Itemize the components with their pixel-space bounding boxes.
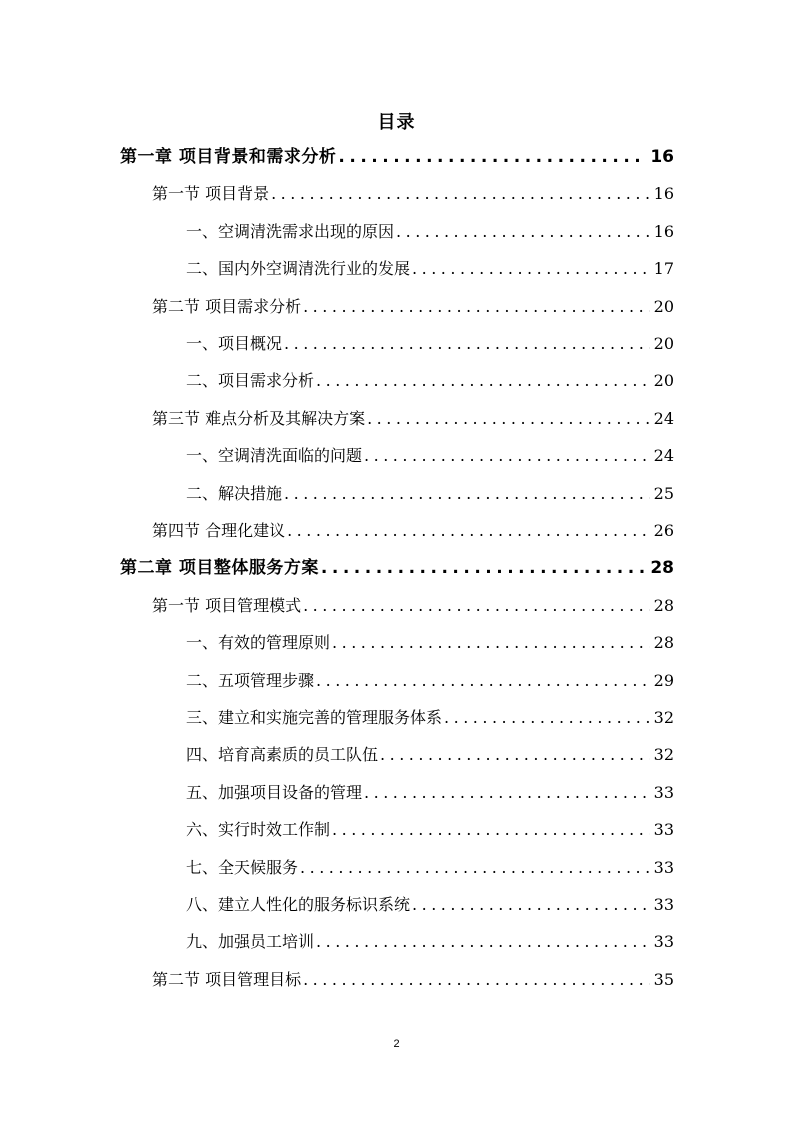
- toc-entry-page: 33: [653, 820, 674, 840]
- toc-entry-page: 20: [653, 296, 674, 316]
- toc-entry[interactable]: [120, 553, 674, 583]
- toc-leader-dots: [364, 441, 650, 471]
- toc-leader-dots: [284, 329, 650, 359]
- toc-entry-title: 七、全天候服务: [186, 857, 299, 877]
- toc-entry-title: 一、空调清洗需求出现的原因: [186, 221, 395, 241]
- toc-entry[interactable]: [186, 441, 674, 471]
- toc-leader-dots: [332, 628, 650, 658]
- toc-entry-page: 26: [653, 521, 674, 540]
- toc-leader-dots: [332, 815, 650, 845]
- toc-entry[interactable]: [186, 703, 674, 733]
- toc-entry-title: 第二节 项目管理目标: [152, 969, 302, 989]
- toc-entry[interactable]: [152, 965, 674, 995]
- toc-leader-dots: [303, 591, 650, 621]
- toc-entry[interactable]: [186, 853, 674, 883]
- toc-entry-title: 六、实行时效工作制: [186, 820, 331, 840]
- toc-leader-dots: [316, 927, 650, 957]
- toc-leader-dots: [364, 778, 650, 808]
- toc-entry[interactable]: [152, 292, 674, 322]
- toc-entry-page: 33: [653, 857, 674, 877]
- toc-entry-title: 二、国内外空调清洗行业的发展: [186, 259, 411, 279]
- toc-entry-title: 二、解决措施: [186, 483, 283, 503]
- toc-entry[interactable]: [152, 179, 674, 209]
- toc-entry-page: 33: [653, 895, 674, 914]
- toc-entry-page: 16: [653, 221, 674, 241]
- toc-entry-page: 17: [653, 259, 674, 279]
- toc-leader-dots: [321, 553, 646, 583]
- toc-leader-dots: [287, 516, 650, 546]
- toc-entry-page: 28: [653, 595, 674, 615]
- toc-leader-dots: [412, 254, 650, 284]
- toc-entry[interactable]: [186, 666, 674, 696]
- toc-entry[interactable]: [152, 591, 674, 621]
- toc-entry-page: 29: [653, 670, 674, 690]
- toc-leader-dots: [338, 142, 646, 172]
- toc-entry[interactable]: [186, 778, 674, 808]
- toc-entry-title: 二、项目需求分析: [186, 371, 315, 391]
- toc-entry[interactable]: [152, 516, 674, 546]
- toc-entry-title: 四、培育高素质的员工队伍: [186, 745, 379, 765]
- toc-leader-dots: [380, 740, 650, 770]
- toc-entry[interactable]: [186, 740, 674, 770]
- toc-entry-page: 28: [650, 558, 674, 579]
- toc-entry-title: 第三节 难点分析及其解决方案: [152, 408, 366, 428]
- toc-entry[interactable]: [186, 329, 674, 359]
- toc-entry-page: 20: [653, 371, 674, 391]
- toc-entry-title: 一、项目概况: [186, 334, 283, 353]
- toc-entry-page: 33: [653, 932, 674, 952]
- toc-entry-title: 第一节 项目背景: [152, 184, 270, 204]
- toc-entry-title: 第二章 项目整体服务方案: [120, 558, 319, 579]
- toc-title: 目录: [377, 112, 416, 133]
- toc-leader-dots: [444, 703, 650, 733]
- toc-entry[interactable]: [186, 890, 674, 920]
- toc-entry-title: 第二节 项目需求分析: [152, 296, 302, 316]
- toc-entry-title: 一、空调清洗面临的问题: [186, 446, 363, 466]
- toc-entry-page: 32: [653, 745, 674, 765]
- toc-leader-dots: [303, 965, 650, 995]
- toc-entry-title: 八、建立人性化的服务标识系统: [186, 895, 411, 914]
- toc-leader-dots: [271, 179, 650, 209]
- toc-entry-title: 第四节 合理化建议: [152, 521, 286, 540]
- toc-entry-title: 三、建立和实施完善的管理服务体系: [186, 708, 443, 727]
- toc-entry[interactable]: [186, 366, 674, 396]
- toc-leader-dots: [284, 479, 650, 509]
- page-number: 2: [393, 1038, 400, 1050]
- toc-entry-page: 25: [653, 483, 674, 503]
- toc-leader-dots: [316, 366, 650, 396]
- toc-entry-page: 33: [653, 782, 674, 802]
- toc-entry[interactable]: [186, 217, 674, 247]
- toc-entry[interactable]: [186, 815, 674, 845]
- toc-entry[interactable]: [186, 927, 674, 957]
- toc-entry-page: 28: [653, 633, 674, 653]
- toc-leader-dots: [300, 853, 650, 883]
- toc-entry-title: 第一节 项目管理模式: [152, 595, 302, 615]
- toc-entry-page: 32: [653, 708, 674, 727]
- toc-entry-page: 16: [650, 147, 674, 167]
- toc-entry[interactable]: [186, 479, 674, 509]
- toc-entry-title: 五、加强项目设备的管理: [186, 782, 363, 802]
- toc-leader-dots: [367, 404, 650, 434]
- toc-entry-title: 九、加强员工培训: [186, 932, 315, 952]
- toc-entry-title: 第一章 项目背景和需求分析: [120, 147, 337, 167]
- toc-entry[interactable]: [152, 404, 674, 434]
- toc-leader-dots: [412, 890, 650, 920]
- toc-entry-page: 16: [653, 184, 674, 204]
- toc-leader-dots: [303, 292, 650, 322]
- toc-entry[interactable]: [186, 628, 674, 658]
- toc-leader-dots: [396, 217, 650, 247]
- toc-entry[interactable]: [186, 254, 674, 284]
- toc-entry-title: 二、五项管理步骤: [186, 670, 315, 690]
- toc-entry-title: 一、有效的管理原则: [186, 633, 331, 653]
- toc-entry-page: 35: [653, 969, 674, 989]
- toc-entry-page: 24: [653, 446, 674, 466]
- toc-leader-dots: [316, 666, 650, 696]
- toc-entry[interactable]: [120, 142, 674, 172]
- toc-entry-page: 20: [653, 334, 674, 353]
- toc-entry-page: 24: [653, 408, 674, 428]
